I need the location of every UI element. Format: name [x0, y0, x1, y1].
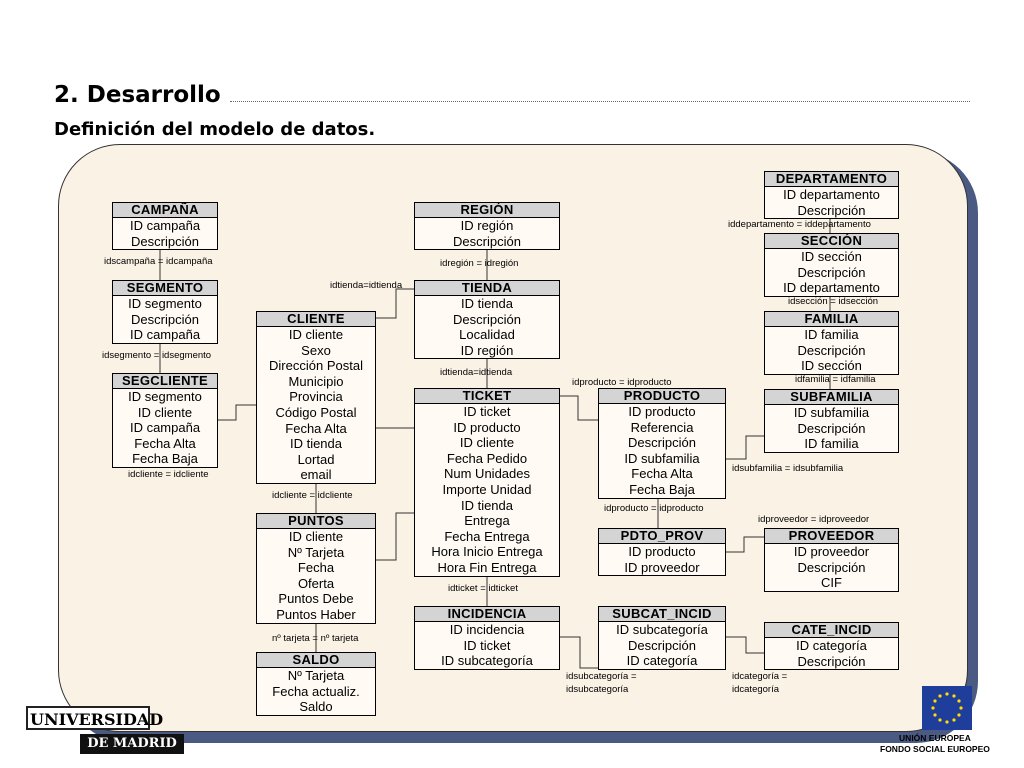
entity-field: ID proveedor	[624, 559, 700, 575]
entity-incidencia	[414, 606, 560, 670]
entity-region	[414, 202, 560, 250]
entity-field: Fecha Alta	[134, 435, 196, 451]
entity-field: Entrega	[464, 513, 510, 529]
entity-field: ID categoría	[796, 638, 867, 653]
entity-campana	[112, 202, 218, 250]
entity-field: email	[300, 467, 332, 483]
entity-header: CAMPAÑA	[113, 203, 217, 218]
entity-header: FAMILIA	[765, 312, 898, 327]
entity-field: ID cliente	[459, 435, 515, 451]
entity-subfamilia	[764, 389, 899, 453]
entity-field: Descripción	[797, 342, 866, 358]
entity-field: Descripción	[131, 311, 199, 327]
entity-header: CLIENTE	[257, 312, 375, 327]
university-logo-bottom: DE MADRID	[80, 734, 184, 754]
entity-header: SALDO	[257, 653, 375, 668]
entity-field: Fecha Baja	[629, 481, 695, 497]
entity-field: ID subcategoría	[441, 653, 533, 669]
entity-field: ID departamento	[783, 280, 880, 296]
relation-label: idtienda=idtienda	[330, 280, 403, 291]
entity-field: Num Unidades	[444, 466, 530, 482]
relation-label: nº tarjeta = nº tarjeta	[272, 633, 359, 644]
entity-header: TIENDA	[415, 281, 559, 296]
entity-field: Descripción	[797, 559, 866, 575]
entity-field: ID campaña	[129, 327, 201, 343]
relation-label: idregión = idregión	[440, 258, 519, 269]
relation-label: idticket = idticket	[448, 583, 518, 594]
entity-field: ID segmento	[128, 389, 202, 404]
entity-field: ID subfamilia	[624, 450, 700, 466]
entity-field: Puntos Debe	[278, 591, 354, 607]
entity-field: Descripción	[797, 264, 866, 280]
relation-label: idsubcategoría = idsubcategoría	[566, 671, 637, 695]
entity-field: ID cliente	[137, 404, 193, 420]
line-cliente-tienda	[376, 289, 414, 318]
entity-pdto-prov	[598, 528, 726, 576]
entity-field: Fecha Alta	[285, 420, 347, 436]
entity-field: Fecha Pedido	[446, 450, 528, 466]
entity-field: Nº Tarjeta	[287, 668, 345, 683]
entity-field: Descripción	[797, 420, 866, 436]
page-title: 2. Desarrollo	[54, 82, 221, 108]
entity-cate-incid	[764, 622, 899, 670]
entity-field: Hora Fin Entrega	[437, 559, 537, 575]
entity-header: PDTO_PROV	[599, 529, 725, 544]
entity-field: Oferta	[297, 575, 335, 591]
entity-header: REGIÓN	[415, 203, 559, 218]
entity-field: Descripción	[453, 311, 521, 327]
line-subcat-cate	[726, 637, 764, 653]
entity-field: ID departamento	[783, 187, 880, 202]
relation-label: idsubfamilia = idsubfamilia	[732, 463, 844, 474]
entity-field: ID campaña	[129, 218, 201, 233]
eu-logo-text: UNIÓN EUROPEA FONDO SOCIAL EUROPEO	[880, 733, 990, 754]
entity-segcliente	[112, 373, 218, 468]
entity-field: Código Postal	[275, 404, 357, 420]
entity-header: PRODUCTO	[599, 389, 725, 404]
entity-saldo	[256, 652, 376, 716]
relation-label: idproveedor = idproveedor	[758, 514, 870, 525]
entity-field: Fecha actualiz.	[272, 683, 360, 699]
relation-label: idproducto = idproducto	[572, 377, 672, 388]
entity-header: TICKET	[415, 389, 559, 404]
entity-field: Descripción	[131, 233, 199, 249]
entity-field: Municipio	[288, 373, 344, 389]
entity-field: ID incidencia	[449, 622, 525, 637]
entity-field: Descripción	[628, 435, 696, 451]
entity-field: ID producto	[628, 544, 696, 559]
relation-label: idsegmento = idsegmento	[102, 350, 212, 361]
line-incidencia-subcat	[560, 637, 598, 668]
relation-label: idfamilia = idfamilia	[795, 374, 876, 385]
entity-field: ID sección	[801, 358, 862, 374]
entity-field: Descripción	[797, 202, 866, 218]
entity-field: Fecha Alta	[631, 466, 693, 482]
entity-proveedor	[764, 528, 899, 592]
relation-label: idtienda=idtienda	[440, 367, 513, 378]
entity-field: Provincia	[289, 389, 343, 405]
entity-header: PUNTOS	[257, 514, 375, 529]
relation-label: idcategoría = idcategoría	[732, 671, 788, 695]
entity-field: ID ticket	[463, 637, 511, 653]
entity-field: ID campaña	[129, 420, 201, 436]
entity-seccion	[764, 233, 899, 297]
entity-header: SUBFAMILIA	[765, 390, 898, 405]
entity-puntos	[256, 513, 376, 624]
entity-segmento	[112, 280, 218, 344]
relation-label: idcliente = idcliente	[128, 469, 209, 480]
line-segcliente-cliente	[218, 405, 256, 420]
entity-field: ID cliente	[288, 327, 344, 342]
entity-field: ID subfamilia	[793, 405, 870, 420]
entity-field: Fecha Entrega	[444, 528, 530, 544]
entity-field: ID tienda	[289, 436, 343, 452]
entity-field: ID familia	[804, 327, 859, 342]
line-pdto-proveedor	[726, 537, 764, 552]
entity-producto	[598, 388, 726, 499]
entity-field: ID producto	[628, 404, 696, 419]
entity-field: Nº Tarjeta	[287, 544, 345, 560]
entity-field: Lortad	[297, 451, 335, 467]
entity-field: Saldo	[299, 699, 333, 715]
page-subtitle: Definición del modelo de datos.	[54, 119, 376, 140]
entity-field: Fecha	[297, 560, 335, 576]
entity-field: ID tienda	[460, 497, 514, 513]
entity-tienda	[414, 280, 560, 359]
entity-header: SECCIÓN	[765, 234, 898, 249]
relation-label: idproducto = idproducto	[604, 503, 704, 514]
entity-field: Referencia	[630, 419, 694, 435]
entity-ticket	[414, 388, 560, 577]
entity-field: ID segmento	[128, 296, 202, 311]
entity-header: SEGMENTO	[113, 281, 217, 296]
entity-header: DEPARTAMENTO	[765, 172, 898, 187]
entity-cliente	[256, 311, 376, 484]
university-logo-top: UNIVERSIDAD	[26, 706, 150, 730]
entity-departamento	[764, 171, 899, 219]
entity-field: Importe Unidad	[442, 481, 532, 497]
entity-field: ID familia	[804, 436, 859, 452]
entity-field: Fecha Baja	[132, 451, 198, 467]
entity-field: ID tienda	[460, 296, 514, 311]
entity-field: ID sección	[801, 249, 862, 264]
relation-label: idsección = idsección	[788, 296, 879, 307]
entity-field: Descripción	[797, 653, 866, 669]
entity-field: Sexo	[301, 342, 331, 358]
entity-field: Puntos Haber	[276, 606, 356, 622]
entity-header: SEGCLIENTE	[113, 374, 217, 389]
entity-field: ID ticket	[463, 404, 511, 419]
entity-header: PROVEEDOR	[765, 529, 898, 544]
entity-field: ID producto	[453, 419, 521, 435]
entity-field: ID región	[460, 218, 514, 233]
entity-field: ID cliente	[288, 529, 344, 544]
line-subfamilia-producto	[726, 436, 764, 459]
entity-field: Dirección Postal	[269, 358, 363, 374]
university-logo	[26, 706, 177, 756]
entity-field: CIF	[821, 575, 842, 591]
entity-field: ID proveedor	[793, 544, 870, 559]
entity-field: Localidad	[459, 327, 515, 343]
entity-field: ID subcategoría	[616, 622, 708, 637]
eu-flag-icon	[922, 686, 972, 730]
entity-header: INCIDENCIA	[415, 607, 559, 622]
line-ticket-producto	[560, 396, 598, 420]
entity-subcat-incid	[598, 606, 726, 670]
entity-field: Descripción	[453, 233, 521, 249]
line-puntos-ticket	[376, 513, 414, 560]
entity-field: Hora Inicio Entrega	[431, 544, 543, 560]
relation-label: idcliente = idcliente	[272, 490, 353, 501]
relation-label: idscampaña = idcampaña	[104, 256, 213, 267]
entity-field: Descripción	[628, 637, 696, 653]
entity-field: ID región	[460, 342, 514, 358]
entity-familia	[764, 311, 899, 375]
entity-header: CATE_INCID	[765, 623, 898, 638]
entity-header: SUBCAT_INCID	[599, 607, 725, 622]
entity-field: ID categoría	[626, 653, 698, 669]
relation-label: iddepartamento = iddepartamento	[728, 219, 871, 230]
